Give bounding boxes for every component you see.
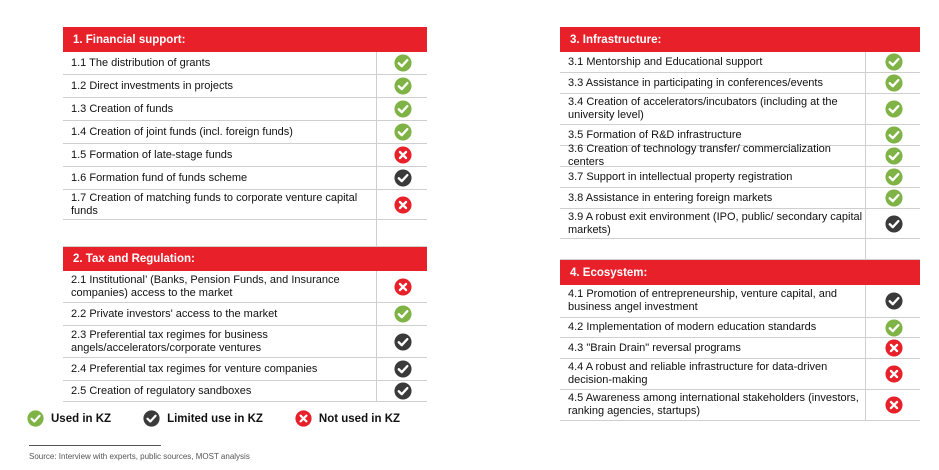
status-icon (376, 326, 428, 357)
status-icon (865, 125, 921, 145)
table-row: 3.8 Assistance in entering foreign markets (560, 188, 920, 209)
status-icon (376, 121, 428, 143)
status-icon (865, 52, 921, 72)
table-row: 4.2 Implementation of modern education standards (560, 318, 920, 338)
check-circle-icon (394, 54, 412, 72)
check-circle-icon (885, 74, 903, 92)
table-row: 3.4 Creation of accelerators/incubators (including at the university level) (560, 94, 920, 125)
table-row: 4.3 "Brain Drain" reversal programs (560, 338, 920, 359)
check-circle-icon (885, 147, 903, 165)
legend-item-used: Used in KZ (27, 410, 111, 427)
table-row: 3.9 A robust exit environment (IPO, public/ secondary capital markets) (560, 209, 920, 239)
status-icon (376, 190, 428, 219)
status-icon (865, 209, 921, 238)
cross-circle-icon (394, 146, 412, 164)
check-circle-dark-icon (885, 215, 903, 233)
check-circle-icon (885, 126, 903, 144)
table-row: 2.5 Creation of regulatory sandboxes (63, 381, 427, 402)
check-circle-icon (27, 410, 51, 427)
status-icon (865, 146, 921, 166)
table-row: 4.5 Awareness among international stakeholders (investors, ranking agencies, startups) (560, 390, 920, 421)
section-title: 4. Ecosystem: (570, 266, 648, 279)
section-header-financial-support (63, 27, 427, 52)
cross-circle-icon (394, 278, 412, 296)
table-row: 1.1 The distribution of grants (63, 52, 427, 75)
table-row: 2.4 Preferential tax regimes for venture companies (63, 358, 427, 381)
status-icon (376, 303, 428, 325)
table-row: 2.3 Preferential tax regimes for business angels/accelerators/corporate ventures (63, 326, 427, 358)
table-row: 4.4 A robust and reliable infrastructure for data-driven decision-making (560, 359, 920, 390)
table-row: 3.6 Creation of technology transfer/ commercialization centers (560, 146, 920, 167)
divider (29, 445, 161, 446)
check-circle-icon (885, 100, 903, 118)
status-icon (865, 285, 921, 317)
table-row: 3.3 Assistance in participating in conferences/events (560, 73, 920, 94)
check-circle-icon (394, 123, 412, 141)
section-title: 2. Tax and Regulation: (73, 253, 195, 265)
check-circle-dark-icon (885, 292, 903, 310)
status-icon (376, 358, 428, 380)
section-title: 1. Financial support: (73, 33, 186, 46)
cross-circle-icon (295, 410, 319, 427)
check-circle-dark-icon (394, 333, 412, 351)
section-header-ecosystem (560, 260, 920, 285)
check-circle-dark-icon (394, 360, 412, 378)
table-row: 3.7 Support in intellectual property registration (560, 167, 920, 188)
cross-circle-icon (885, 396, 903, 414)
table-row: 1.6 Formation fund of funds scheme (63, 167, 427, 190)
status-icon (376, 271, 428, 302)
status-icon (865, 94, 921, 124)
right-table (560, 27, 920, 421)
status-icon (376, 75, 428, 97)
table-row: 4.1 Promotion of entrepreneurship, venture capital, and business angel investment (560, 285, 920, 318)
status-icon (376, 52, 428, 74)
spacer-row (63, 220, 427, 247)
table-row: 1.3 Creation of funds (63, 98, 427, 121)
check-circle-icon (885, 189, 903, 207)
check-circle-icon (394, 305, 412, 323)
legend-item-limited: Limited use in KZ (143, 410, 263, 427)
legend (27, 410, 432, 427)
source-note: Source: Interview with experts, public sources, MOST analysis (29, 452, 250, 461)
status-icon (865, 188, 921, 208)
table-row: 2.1 Institutional’ (Banks, Pension Funds, and Insurance companies) access to the market (63, 271, 427, 303)
check-circle-dark-icon (143, 410, 167, 427)
status-icon (376, 98, 428, 120)
table-row: 1.4 Creation of joint funds (incl. foreign funds) (63, 121, 427, 144)
table-row: 3.5 Formation of R&D infrastructure (560, 125, 920, 146)
section-header-tax-regulation (63, 247, 427, 271)
status-icon (865, 73, 921, 93)
status-icon (865, 390, 921, 420)
left-table (63, 27, 427, 402)
status-icon (865, 359, 921, 389)
status-icon (865, 338, 921, 358)
cross-circle-icon (394, 196, 412, 214)
status-icon (865, 167, 921, 187)
table-row: 1.2 Direct investments in projects (63, 75, 427, 98)
section-header-infrastructure (560, 27, 920, 52)
section-title: 3. Infrastructure: (570, 33, 662, 46)
check-circle-dark-icon (394, 382, 412, 400)
check-circle-icon (885, 53, 903, 71)
table-row: 1.7 Creation of matching funds to corporate venture capital funds (63, 190, 427, 220)
status-icon (376, 381, 428, 401)
table-row: 1.5 Formation of late-stage funds (63, 144, 427, 167)
table-row: 2.2 Private investors' access to the market (63, 303, 427, 326)
status-icon (376, 167, 428, 189)
status-icon (865, 318, 921, 337)
cross-circle-icon (885, 365, 903, 383)
check-circle-icon (885, 319, 903, 337)
check-circle-icon (394, 100, 412, 118)
spacer-row (560, 239, 920, 260)
check-circle-icon (885, 168, 903, 186)
check-circle-dark-icon (394, 169, 412, 187)
check-circle-icon (394, 77, 412, 95)
status-icon (376, 144, 428, 166)
table-row: 3.1 Mentorship and Educational support (560, 52, 920, 73)
cross-circle-icon (885, 339, 903, 357)
legend-item-not-used: Not used in KZ (295, 410, 400, 427)
